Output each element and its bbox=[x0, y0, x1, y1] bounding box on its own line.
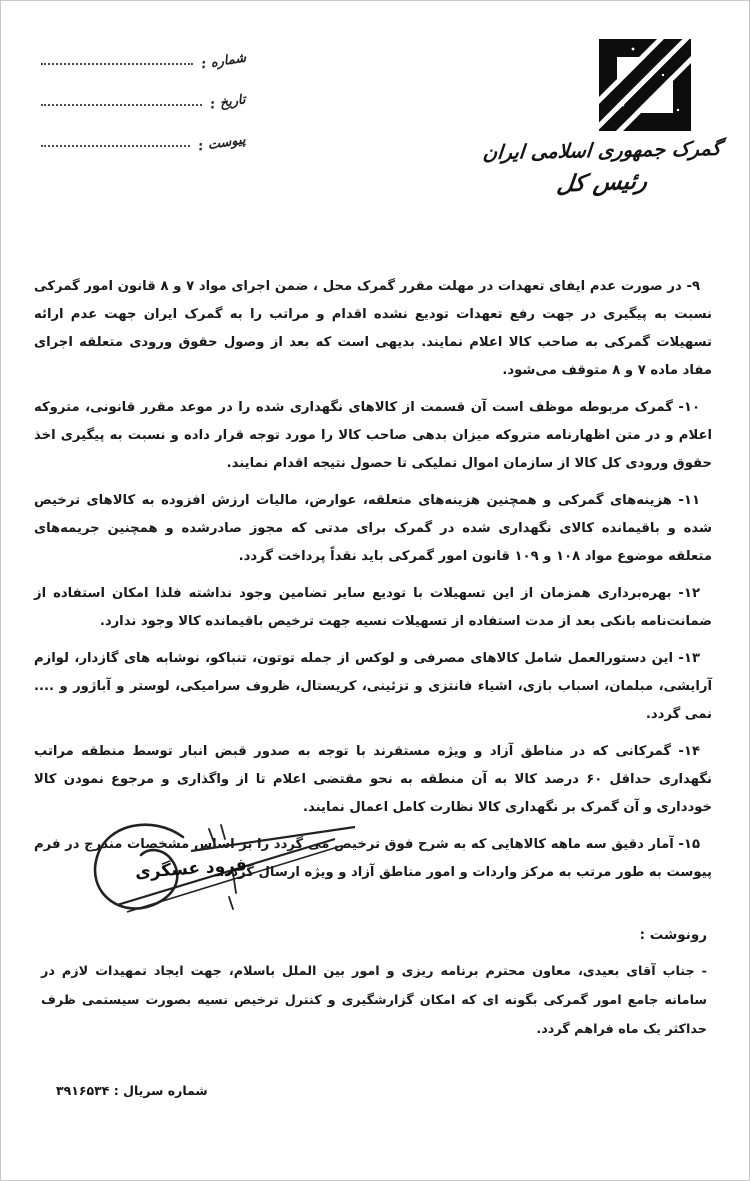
field-date-label: تاریخ : bbox=[209, 92, 247, 113]
org-name: گمرک جمهوری اسلامی ایران bbox=[481, 136, 723, 165]
letterhead-fields bbox=[41, 47, 246, 170]
cc-item: - جناب آقای بعیدی، معاون محترم برنامه ریزی و امور بین الملل باسلام، جهت ایجاد تمهیدات لازم در سامانه جامع امور گمرکی بگونه ای که امکان گزارشگیری و کنترل ترخیص نسیه بصورت سیستمی ظرف حداکثر یک ماه فراهم گردد. bbox=[41, 964, 707, 1037]
iran-customs-emblem-icon bbox=[593, 35, 697, 135]
field-date bbox=[41, 88, 247, 113]
paragraph-12: ۱۲- بهره‌برداری همزمان از این تسهیلات با تودیع سایر تضامین وجود نداشته فلذا امکان استفاده از ضمانت‌نامه بانکی بعد از مدت استفاده از تسهیلات نسیه جهت ترخیص باقیمانده کالا وجود ندارد. bbox=[34, 585, 712, 629]
paragraph-10: ۱۰- گمرک مربوطه موظف است آن قسمت از کالاهای نگهداری شده را در موعد مقرر قانونی، متروکه اعلام و در متن اظهارنامه متروکه میزان بدهی صاحب کالا را مورد توجه قرار داده و نسبت به پیگیری اخذ حقوق ورودی کل کالا از سازمان اموال تملیکی تا حصول نتیجه اقدام نمایند. bbox=[34, 399, 712, 471]
signatory-name: فرود عسگری bbox=[134, 855, 248, 883]
paragraph-11: ۱۱- هزینه‌های گمرکی و همچنین هزینه‌های متعلقه، عوارض، مالیات ارزش افزوده به کالاهای ترخیص شده و باقیمانده کالای نگهداری شده در گمرک برای مدتی که مجوز صادرشده و همچنین جریمه‌های متعلقه موضوع مواد ۱۰۸ و ۱۰۹ قانون امور گمرکی باید نقداً پرداخت گردد. bbox=[34, 492, 712, 564]
paragraph-9: ۹- در صورت عدم ایفای تعهدات در مهلت مقرر گمرک محل ، ضمن اجرای مواد ۷ و ۸ قانون امور گمرکی نسبت به پیگیری در جهت رفع تعهدات تودیع نشده اقدام و مراتب را به گمرک ایران جهت عدم ارائه تسهیلات گمرکی به صاحب کالا اعلام نمایند. بدیهی است که بعد از وصول حقوق ورودی متعلقه اجرای مفاد ماده ۷ و ۸ متوقف می‌شود. bbox=[34, 279, 712, 378]
cc-section bbox=[41, 927, 707, 1044]
paragraph-13: ۱۳- این دستورالعمل شامل کالاهای مصرفی و لوکس از جمله توتون، تنباکو، نوشابه های گازدار، لوازم آرایشی، مبلمان، اسباب بازی، اشیاء فانتزی و تزئینی، کریستال، ظروف سرامیکی، لوستر و آباژور و .... نمی گردد. bbox=[34, 650, 712, 722]
paragraph-15: ۱۵- آمار دقیق سه ماهه کالاهایی که به شرح فوق ترخیص می گردد را بر اساس مشخصات مندرج در فرم پیوست به طور مرتب به مرکز واردات و امور مناطق آزاد و ویژه ارسال گردد. bbox=[34, 836, 712, 880]
letter-body bbox=[34, 273, 712, 896]
field-attachment-blank-line bbox=[41, 144, 190, 147]
paragraph-14: ۱۴- گمرکانی که در مناطق آزاد و ویژه مستقرند با توجه به صدور قبض انبار توسط منطقه مراتب نگهداری حداقل ۶۰ درصد کالا به آن منطقه به نحو مقتضی اعلام تا از واگذاری و مرجوع نمودن کالا خودداری و آن گمرک بر نگهداری کالا نظارت کامل اعمال نمایند. bbox=[34, 743, 712, 815]
field-attachment-label: پیوست : bbox=[197, 132, 247, 155]
field-number-blank-line bbox=[41, 62, 193, 65]
signature-block bbox=[83, 813, 373, 923]
field-date-blank-line bbox=[41, 103, 202, 106]
field-attachment bbox=[41, 129, 247, 155]
serial-number: شماره سریال : ۳۹۱۶۵۳۴ bbox=[56, 1083, 208, 1098]
field-number bbox=[41, 47, 247, 73]
org-role: رئیس کل bbox=[555, 168, 649, 198]
field-number-label: شماره : bbox=[199, 50, 247, 73]
cc-label: رونوشت : bbox=[639, 927, 707, 943]
letterhead-brand bbox=[477, 35, 727, 196]
